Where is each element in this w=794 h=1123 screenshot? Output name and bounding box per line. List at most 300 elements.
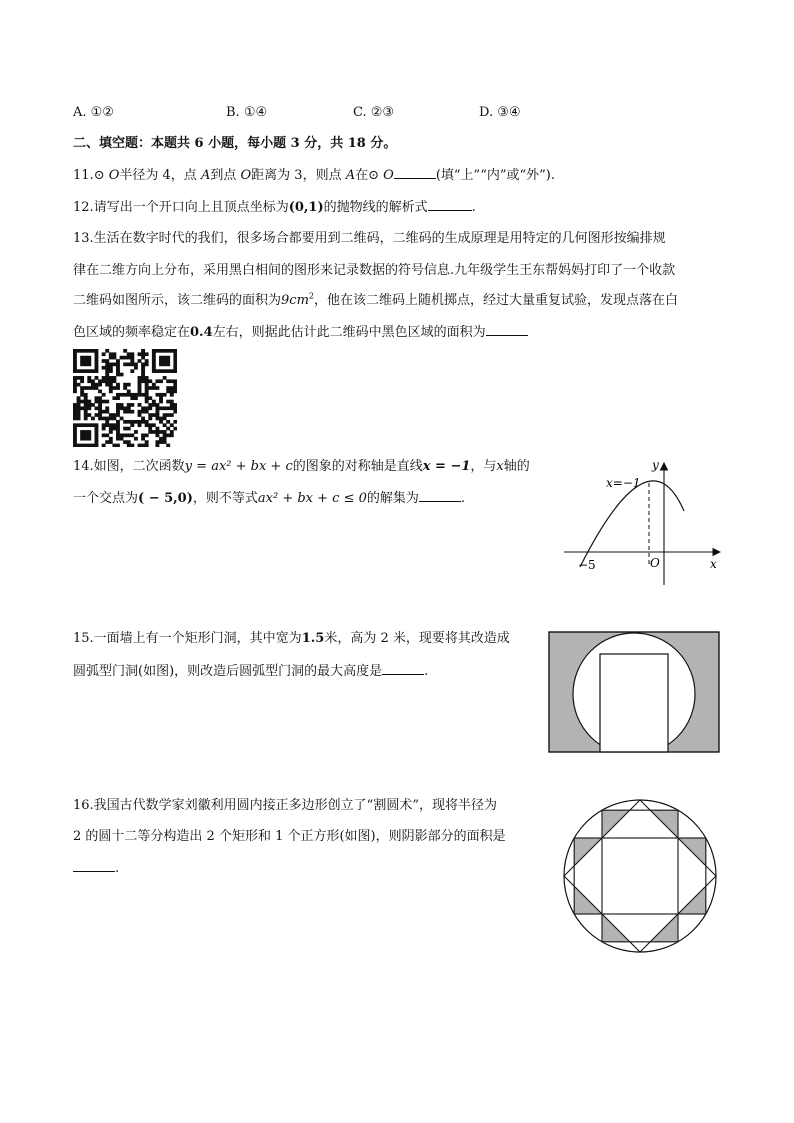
qr-module — [145, 420, 149, 424]
q11-text: 半径为 4，点 — [119, 168, 197, 183]
qr-module — [138, 379, 142, 383]
qr-module — [141, 369, 145, 373]
qr-module — [84, 393, 88, 397]
qr-module — [123, 383, 127, 387]
y-axis-label: y — [652, 458, 659, 472]
question-12 — [73, 198, 476, 217]
qr-module — [87, 433, 91, 437]
qr-module — [134, 363, 138, 367]
qr-module — [105, 376, 109, 380]
qr-module — [73, 349, 77, 353]
qr-module — [102, 444, 106, 447]
qr-module — [145, 359, 149, 363]
qr-module — [173, 379, 177, 383]
qr-module — [145, 363, 149, 367]
qr-module — [138, 420, 142, 424]
qr-module — [77, 423, 81, 427]
qr-module — [170, 430, 174, 434]
qr-module — [98, 383, 102, 387]
qr-module — [109, 423, 113, 427]
qr-module — [148, 430, 152, 434]
qr-module — [77, 383, 81, 387]
qr-module — [141, 356, 145, 360]
qr-module — [120, 406, 124, 410]
qr-module — [105, 440, 109, 444]
qr-module — [166, 400, 170, 404]
qr-module — [87, 356, 91, 360]
qr-module — [152, 352, 156, 356]
qr-module — [138, 359, 142, 363]
qr-module — [159, 430, 163, 434]
qr-module — [127, 427, 131, 431]
qr-module — [148, 396, 152, 400]
qr-module — [95, 440, 99, 444]
qr-module — [152, 430, 156, 434]
qr-module — [105, 379, 109, 383]
qr-module — [123, 420, 127, 424]
q12-text: . — [471, 200, 476, 215]
option-b: B. ①④ — [226, 105, 268, 120]
qr-module — [116, 410, 120, 414]
qr-module — [141, 444, 145, 447]
question-16-line-1: 16.我国古代数学家刘徽利用圆内接正多边形创立了“割圆术”，现将半径为 — [73, 798, 497, 813]
qr-module — [148, 427, 152, 431]
qr-module — [77, 413, 81, 417]
qr-module — [109, 356, 113, 360]
qr-module — [109, 437, 113, 441]
qr-module — [73, 366, 77, 370]
qr-module — [77, 400, 81, 404]
q11-text: 在 — [355, 168, 369, 183]
qr-module — [112, 386, 116, 390]
qr-module — [109, 369, 113, 373]
qr-module — [73, 386, 77, 390]
qr-module — [80, 376, 84, 380]
qr-module — [105, 373, 109, 377]
qr-module — [152, 413, 156, 417]
qr-module — [173, 349, 177, 353]
qr-module — [127, 433, 131, 437]
qr-module — [166, 363, 170, 367]
qr-module — [95, 386, 99, 390]
qr-module — [148, 423, 152, 427]
qr-module — [163, 440, 167, 444]
qr-module — [163, 437, 167, 441]
qr-module — [84, 356, 88, 360]
qr-module — [73, 413, 77, 417]
qr-module — [170, 369, 174, 373]
qr-module — [77, 376, 81, 380]
qr-module — [152, 423, 156, 427]
qr-module — [155, 417, 159, 421]
qr-module — [105, 417, 109, 421]
qr-module — [152, 363, 156, 367]
qr-module — [102, 366, 106, 370]
qr-module — [102, 400, 106, 404]
qr-module — [141, 406, 145, 410]
q12-text: 请写出一个开口向上且顶点坐标为 — [93, 200, 289, 215]
qr-module — [170, 413, 174, 417]
qr-module — [98, 390, 102, 394]
qr-module — [112, 356, 116, 360]
qr-module — [95, 400, 99, 404]
answer-blank[interactable] — [419, 489, 461, 502]
qr-module — [155, 430, 159, 434]
qr-module — [116, 403, 120, 407]
qr-module — [130, 444, 134, 447]
qr-module — [170, 393, 174, 397]
qr-module — [145, 406, 149, 410]
qr-module — [152, 356, 156, 360]
qr-module — [80, 437, 84, 441]
qr-module — [77, 349, 81, 353]
q16-text: . — [115, 861, 120, 876]
qr-module — [123, 433, 127, 437]
q15-text: 圆弧型门洞(如图)，则改造后圆弧型门洞的最大高度是 — [73, 664, 383, 679]
qr-module — [112, 352, 116, 356]
answer-blank[interactable] — [486, 323, 528, 336]
qr-module — [173, 410, 177, 414]
qr-module — [127, 420, 131, 424]
qr-module — [130, 393, 134, 397]
qr-module — [145, 433, 149, 437]
qr-module — [84, 433, 88, 437]
origin-label: O — [650, 556, 660, 570]
q11-a: A — [200, 168, 211, 183]
q11-o: O — [383, 168, 394, 183]
qr-module — [105, 410, 109, 414]
qr-module — [95, 383, 99, 387]
qr-module — [102, 352, 106, 356]
qr-module — [141, 363, 145, 367]
q13-text: 左右，则据此估计此二维码中黑色区域的面积为 — [212, 325, 486, 340]
qr-module — [80, 379, 84, 383]
qr-module — [84, 349, 88, 353]
qr-module — [155, 427, 159, 431]
qr-module — [159, 363, 163, 367]
q13-text: 二维码如图所示，该二维码的面积为 — [73, 293, 282, 308]
qr-module — [80, 423, 84, 427]
qr-module — [87, 349, 91, 353]
qr-module — [163, 369, 167, 373]
qr-module — [130, 396, 134, 400]
qr-module — [77, 406, 81, 410]
qr-module — [159, 359, 163, 363]
qr-module — [112, 427, 116, 431]
qr-module — [127, 390, 131, 394]
qr-module — [159, 400, 163, 404]
qr-module — [116, 427, 120, 431]
qr-module — [138, 444, 142, 447]
qr-module — [138, 386, 142, 390]
qr-module — [84, 430, 88, 434]
qr-module — [127, 363, 131, 367]
qr-module — [105, 406, 109, 410]
doorway-figure — [548, 631, 720, 753]
qr-module — [173, 427, 177, 431]
qr-module — [109, 366, 113, 370]
qr-module — [102, 376, 106, 380]
qr-module — [141, 352, 145, 356]
qr-module — [127, 406, 131, 410]
qr-module — [163, 433, 167, 437]
qr-module — [95, 423, 99, 427]
qr-module — [120, 417, 124, 421]
answer-blank[interactable] — [428, 198, 472, 211]
qr-module — [102, 393, 106, 397]
question-16-line-3 — [73, 859, 119, 878]
qr-module — [112, 423, 116, 427]
qr-module — [102, 379, 106, 383]
qr-module — [120, 433, 124, 437]
qr-module — [127, 440, 131, 444]
qr-module — [80, 369, 84, 373]
qr-module — [141, 366, 145, 370]
qr-module — [73, 444, 77, 447]
qr-module — [159, 440, 163, 444]
qr-module — [105, 366, 109, 370]
qr-module — [73, 379, 77, 383]
qr-module — [145, 410, 149, 414]
symmetry-axis-label: x=−1 — [606, 476, 641, 490]
qr-module — [116, 373, 120, 377]
q13-freq: 0.4 — [190, 325, 213, 340]
qr-module — [109, 413, 113, 417]
qr-module — [109, 379, 113, 383]
qr-module — [80, 400, 84, 404]
qr-module — [95, 444, 99, 447]
q14-axis: x = −1 — [422, 459, 471, 474]
q14-xvar: x — [496, 459, 504, 474]
parabola-figure — [560, 455, 730, 590]
q14-inequality: ax² + bx + c ≤ 0 — [257, 491, 367, 506]
q15-text: 米，高为 2 米，现要将其改造成 — [324, 631, 510, 646]
qr-module — [91, 403, 95, 407]
qr-module — [98, 406, 102, 410]
vertical-rectangle — [602, 810, 678, 942]
q11-o: O — [108, 168, 120, 183]
q14-point: ( − 5,0) — [138, 491, 193, 506]
question-16-line-2: 2 的圆十二等分构造出 2 个矩形和 1 个正方形(如图)，则阴影部分的面积是 — [73, 829, 506, 844]
qr-module — [98, 396, 102, 400]
qr-module — [87, 423, 91, 427]
qr-module — [145, 376, 149, 380]
qr-module — [80, 444, 84, 447]
qr-module — [141, 349, 145, 353]
qr-module — [120, 403, 124, 407]
qr-module — [155, 369, 159, 373]
qr-module — [173, 356, 177, 360]
qr-module — [116, 383, 120, 387]
qr-module — [116, 444, 120, 447]
qr-module — [73, 403, 77, 407]
qr-module — [166, 406, 170, 410]
qr-module — [73, 433, 77, 437]
answer-blank[interactable] — [382, 662, 424, 675]
qr-module — [163, 413, 167, 417]
q11-num: 11. — [73, 168, 94, 183]
qr-module — [95, 396, 99, 400]
qr-module — [120, 393, 124, 397]
qr-module — [123, 440, 127, 444]
q12-num: 12. — [73, 200, 94, 215]
qr-module — [73, 356, 77, 360]
q14-text: . — [460, 491, 466, 506]
qr-module — [163, 423, 167, 427]
qr-module — [95, 427, 99, 431]
qr-module — [166, 386, 170, 390]
qr-module — [138, 383, 142, 387]
qr-module — [127, 444, 131, 447]
q11-o: O — [240, 168, 252, 183]
q15-text: . — [424, 664, 429, 679]
qr-module — [134, 420, 138, 424]
qr-module — [120, 373, 124, 377]
qr-module — [155, 379, 159, 383]
qr-module — [84, 444, 88, 447]
qr-module — [116, 359, 120, 363]
question-14-line-1 — [73, 458, 530, 476]
qr-module — [163, 393, 167, 397]
qr-module — [155, 440, 159, 444]
qr-module — [73, 390, 77, 394]
qr-module — [109, 430, 113, 434]
qr-module — [173, 369, 177, 373]
qr-module — [127, 356, 131, 360]
qr-module — [77, 403, 81, 407]
qr-module — [112, 379, 116, 383]
qr-module — [80, 393, 84, 397]
qr-module — [116, 386, 120, 390]
qr-module — [84, 406, 88, 410]
q15-width: 1.5 — [301, 631, 325, 646]
parabola-curve — [580, 481, 684, 567]
qr-module — [173, 363, 177, 367]
qr-module — [105, 400, 109, 404]
qr-module — [84, 413, 88, 417]
qr-module — [116, 363, 120, 367]
qr-module — [116, 423, 120, 427]
qr-module — [77, 396, 81, 400]
qr-module — [173, 403, 177, 407]
q14-text: 14.如图，二次函数 — [73, 459, 185, 474]
qr-module — [152, 386, 156, 390]
qr-module — [123, 410, 127, 414]
q12-point: (0,1) — [288, 200, 324, 215]
qr-module — [105, 369, 109, 373]
q14-equation: y = ax² + bx + c — [184, 459, 293, 474]
qr-module — [116, 406, 120, 410]
qr-module — [77, 410, 81, 414]
qr-module — [77, 417, 81, 421]
qr-module — [102, 359, 106, 363]
qr-module — [166, 356, 170, 360]
qr-module — [127, 410, 131, 414]
qr-module — [105, 423, 109, 427]
qr-module — [159, 369, 163, 373]
qr-module — [95, 433, 99, 437]
qr-module — [159, 393, 163, 397]
qr-module — [102, 427, 106, 431]
qr-module — [155, 410, 159, 414]
q14-text: 的解集为 — [366, 491, 419, 506]
qr-module — [102, 423, 106, 427]
qr-module — [163, 356, 167, 360]
qr-module — [163, 430, 167, 434]
answer-blank[interactable] — [394, 166, 436, 179]
qr-module — [87, 363, 91, 367]
qr-module — [155, 403, 159, 407]
question-15-line-2 — [73, 662, 428, 681]
qr-module — [173, 366, 177, 370]
qr-module — [173, 390, 177, 394]
qr-module — [123, 393, 127, 397]
qr-module — [84, 410, 88, 414]
qr-module — [130, 352, 134, 356]
qr-module — [166, 359, 170, 363]
q12-text: 的抛物线的解析式 — [323, 200, 428, 215]
qr-module — [152, 349, 156, 353]
qr-module — [84, 403, 88, 407]
qr-module — [77, 369, 81, 373]
qr-module — [87, 403, 91, 407]
horizontal-rectangle — [574, 838, 706, 914]
qr-module — [95, 406, 99, 410]
qr-module — [127, 383, 131, 387]
qr-module — [109, 427, 113, 431]
qr-module — [109, 352, 113, 356]
qr-module — [73, 383, 77, 387]
qr-module — [84, 396, 88, 400]
question-15-line-1 — [73, 630, 510, 648]
q15-text: 15.一面墙上有一个矩形门洞，其中宽为 — [73, 631, 302, 646]
qr-module — [95, 376, 99, 380]
q14-text: 的图象的对称轴是直线 — [292, 459, 423, 474]
qr-module — [148, 413, 152, 417]
qr-module — [80, 390, 84, 394]
qr-module — [152, 403, 156, 407]
circle-symbol: ⊙ — [93, 168, 105, 183]
qr-module — [163, 349, 167, 353]
question-13-line-4 — [73, 323, 528, 342]
answer-blank[interactable] — [73, 859, 115, 872]
qr-module — [155, 386, 159, 390]
qr-module — [80, 349, 84, 353]
qr-module — [170, 406, 174, 410]
question-13-line-1: 13.生活在数字时代的我们，很多场合都要用到二维码，二维码的生成原理是用特定的几何图形按编排规 — [73, 231, 666, 246]
qr-code-image — [73, 349, 177, 447]
qr-module — [98, 410, 102, 414]
q14-text: 一个交点为 — [73, 491, 139, 506]
q11-text: 距离为 3，则点 — [251, 168, 342, 183]
qr-module — [73, 423, 77, 427]
qr-module — [123, 386, 127, 390]
qr-module — [95, 413, 99, 417]
qr-module — [130, 433, 134, 437]
qr-module — [123, 356, 127, 360]
qr-module — [91, 369, 95, 373]
qr-module — [109, 363, 113, 367]
qr-module — [87, 430, 91, 434]
qr-module — [159, 396, 163, 400]
qr-module — [105, 363, 109, 367]
qr-module — [109, 440, 113, 444]
qr-module — [87, 413, 91, 417]
qr-module — [87, 444, 91, 447]
qr-module — [87, 386, 91, 390]
qr-module — [112, 376, 116, 380]
qr-module — [141, 420, 145, 424]
